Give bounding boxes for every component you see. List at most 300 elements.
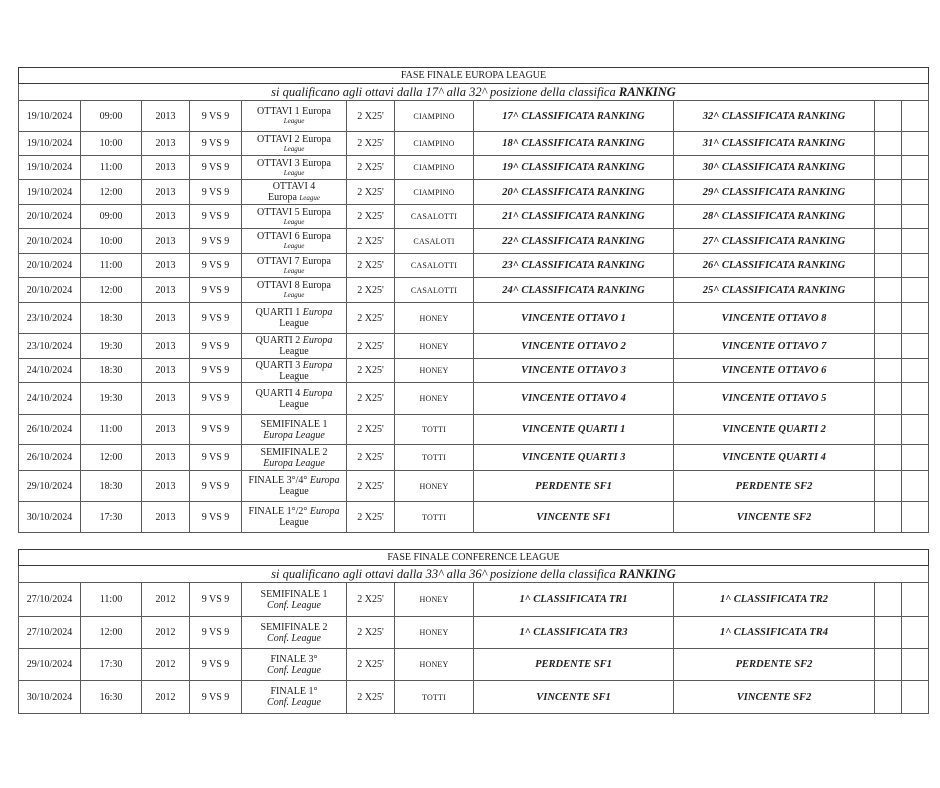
match-duration: 2 X25'	[347, 681, 395, 714]
match-duration: 2 X25'	[347, 502, 395, 533]
away-team: 30^ CLASSIFICATA RANKING	[674, 156, 875, 180]
birth-year: 2013	[142, 303, 190, 334]
match-duration: 2 X25'	[347, 471, 395, 502]
match-date: 23/10/2024	[19, 334, 81, 359]
score-home-cell	[875, 415, 902, 445]
away-team: 25^ CLASSIFICATA RANKING	[674, 278, 875, 303]
match-venue: CASALOTTI	[395, 278, 474, 303]
match-date: 26/10/2024	[19, 445, 81, 471]
home-team: 18^ CLASSIFICATA RANKING	[474, 132, 674, 156]
phase-main: SEMIFINALE 1	[260, 588, 328, 600]
birth-year: 2013	[142, 254, 190, 278]
away-team: 26^ CLASSIFICATA RANKING	[674, 254, 875, 278]
phase-main: FINALE 3°/4°	[248, 475, 310, 486]
match-row	[19, 359, 929, 383]
match-duration: 2 X25'	[347, 445, 395, 471]
score-away-cell	[902, 415, 929, 445]
match-date: 30/10/2024	[19, 681, 81, 714]
match-duration: 2 X25'	[347, 334, 395, 359]
away-team: VINCENTE SF2	[674, 681, 875, 714]
table-subtitle-row	[19, 566, 929, 583]
subtitle-text: si qualificano agli ottavi dalla 17^ alla 32^ posizione della classifica	[271, 84, 619, 99]
match-time: 09:00	[81, 205, 142, 229]
score-away-cell	[902, 180, 929, 205]
phase-main: QUARTI 2	[255, 335, 303, 346]
score-home-cell	[875, 617, 902, 649]
phase-league: League	[279, 370, 309, 382]
europa-league-schedule-table	[18, 67, 929, 533]
phase-league: League	[279, 517, 309, 528]
birth-year: 2013	[142, 502, 190, 533]
home-team: 21^ CLASSIFICATA RANKING	[474, 205, 674, 229]
home-team: 1^ CLASSIFICATA TR3	[474, 617, 674, 649]
match-duration: 2 X25'	[347, 132, 395, 156]
match-format: 9 VS 9	[190, 681, 242, 714]
match-date: 29/10/2024	[19, 471, 81, 502]
match-row	[19, 205, 929, 229]
europa-title: FASE FINALE EUROPA LEAGUE	[19, 68, 929, 84]
match-venue: HONEY	[395, 649, 474, 681]
match-row	[19, 471, 929, 502]
match-phase	[242, 334, 347, 359]
away-team: 28^ CLASSIFICATA RANKING	[674, 205, 875, 229]
match-row	[19, 132, 929, 156]
phase-league: League	[279, 318, 309, 329]
match-duration: 2 X25'	[347, 205, 395, 229]
match-row	[19, 415, 929, 445]
away-team: VINCENTE OTTAVO 7	[674, 334, 875, 359]
birth-year: 2012	[142, 583, 190, 617]
phase-competition: Europa	[302, 387, 333, 399]
score-away-cell	[902, 254, 929, 278]
birth-year: 2013	[142, 156, 190, 180]
phase-competition: Europa	[309, 475, 340, 486]
match-phase	[242, 445, 347, 471]
match-time: 11:00	[81, 415, 142, 445]
match-duration: 2 X25'	[347, 303, 395, 334]
match-date: 20/10/2024	[19, 278, 81, 303]
phase-main: SEMIFINALE 2	[260, 621, 328, 633]
match-date: 19/10/2024	[19, 156, 81, 180]
home-team: VINCENTE OTTAVO 4	[474, 383, 674, 415]
score-home-cell	[875, 229, 902, 254]
match-time: 16:30	[81, 681, 142, 714]
match-row	[19, 229, 929, 254]
birth-year: 2013	[142, 180, 190, 205]
home-team: VINCENTE OTTAVO 2	[474, 334, 674, 359]
match-duration: 2 X25'	[347, 649, 395, 681]
match-venue: HONEY	[395, 383, 474, 415]
match-venue: HONEY	[395, 303, 474, 334]
score-away-cell	[902, 617, 929, 649]
match-format: 9 VS 9	[190, 334, 242, 359]
phase-league: Europa League	[263, 457, 325, 469]
match-time: 12:00	[81, 445, 142, 471]
match-phase	[242, 415, 347, 445]
match-duration: 2 X25'	[347, 101, 395, 132]
match-phase	[242, 471, 347, 502]
match-date: 23/10/2024	[19, 303, 81, 334]
match-venue: CIAMPINO	[395, 132, 474, 156]
match-date: 20/10/2024	[19, 229, 81, 254]
match-format: 9 VS 9	[190, 415, 242, 445]
match-duration: 2 X25'	[347, 254, 395, 278]
europa-subtitle	[19, 84, 929, 101]
home-team: VINCENTE OTTAVO 3	[474, 359, 674, 383]
match-phase	[242, 205, 347, 229]
match-venue: CASALOTTI	[395, 205, 474, 229]
match-row	[19, 334, 929, 359]
phase-competition: Europa	[268, 191, 300, 203]
match-phase	[242, 303, 347, 334]
phase-main: OTTAVI 3 Europa	[257, 157, 331, 169]
match-venue: HONEY	[395, 583, 474, 617]
phase-league: League	[283, 144, 305, 153]
home-team: 1^ CLASSIFICATA TR1	[474, 583, 674, 617]
score-away-cell	[902, 205, 929, 229]
match-venue: CASALOTTI	[395, 254, 474, 278]
home-team: VINCENTE OTTAVO 1	[474, 303, 674, 334]
match-format: 9 VS 9	[190, 132, 242, 156]
match-format: 9 VS 9	[190, 471, 242, 502]
match-phase	[242, 617, 347, 649]
phase-league: League	[279, 398, 309, 410]
phase-main: OTTAVI 1 Europa	[257, 106, 331, 117]
score-home-cell	[875, 156, 902, 180]
match-date: 27/10/2024	[19, 583, 81, 617]
phase-main: OTTAVI 7 Europa	[257, 255, 331, 267]
home-team: VINCENTE QUARTI 1	[474, 415, 674, 445]
phase-main: FINALE 1°	[270, 686, 318, 697]
birth-year: 2013	[142, 278, 190, 303]
score-away-cell	[902, 649, 929, 681]
match-format: 9 VS 9	[190, 101, 242, 132]
match-row	[19, 502, 929, 533]
score-home-cell	[875, 254, 902, 278]
table-title-row	[19, 68, 929, 84]
birth-year: 2012	[142, 649, 190, 681]
match-format: 9 VS 9	[190, 583, 242, 617]
score-away-cell	[902, 471, 929, 502]
away-team: 32^ CLASSIFICATA RANKING	[674, 101, 875, 132]
phase-league: League	[283, 217, 305, 226]
match-row	[19, 180, 929, 205]
phase-main: QUARTI 1	[255, 307, 303, 318]
away-team: 1^ CLASSIFICATA TR4	[674, 617, 875, 649]
match-venue: TOTTI	[395, 445, 474, 471]
match-venue: TOTTI	[395, 415, 474, 445]
match-format: 9 VS 9	[190, 502, 242, 533]
phase-league: League	[279, 486, 309, 497]
phase-league: Conf. League	[267, 599, 321, 611]
score-home-cell	[875, 583, 902, 617]
match-time: 18:30	[81, 359, 142, 383]
score-away-cell	[902, 303, 929, 334]
match-phase	[242, 502, 347, 533]
match-date: 24/10/2024	[19, 359, 81, 383]
match-time: 09:00	[81, 101, 142, 132]
match-date: 19/10/2024	[19, 132, 81, 156]
phase-competition: Europa	[309, 506, 340, 517]
score-home-cell	[875, 334, 902, 359]
away-team: VINCENTE OTTAVO 8	[674, 303, 875, 334]
subtitle-ranking: RANKING	[618, 84, 676, 99]
away-team: PERDENTE SF2	[674, 649, 875, 681]
match-format: 9 VS 9	[190, 649, 242, 681]
match-row	[19, 617, 929, 649]
phase-competition: Europa	[302, 359, 333, 371]
away-team: VINCENTE SF2	[674, 502, 875, 533]
match-time: 12:00	[81, 617, 142, 649]
match-date: 29/10/2024	[19, 649, 81, 681]
match-format: 9 VS 9	[190, 205, 242, 229]
match-phase	[242, 156, 347, 180]
match-date: 27/10/2024	[19, 617, 81, 649]
match-row	[19, 156, 929, 180]
match-time: 12:00	[81, 278, 142, 303]
birth-year: 2013	[142, 132, 190, 156]
birth-year: 2013	[142, 334, 190, 359]
score-away-cell	[902, 359, 929, 383]
match-date: 19/10/2024	[19, 101, 81, 132]
match-venue: CIAMPINO	[395, 101, 474, 132]
home-team: PERDENTE SF1	[474, 649, 674, 681]
match-venue: TOTTI	[395, 502, 474, 533]
match-time: 11:00	[81, 156, 142, 180]
birth-year: 2012	[142, 617, 190, 649]
match-time: 19:30	[81, 383, 142, 415]
match-venue: HONEY	[395, 359, 474, 383]
score-away-cell	[902, 383, 929, 415]
phase-main: QUARTI 4	[255, 387, 303, 399]
subtitle-text: si qualificano agli ottavi dalla 33^ alla 36^ posizione della classifica	[271, 566, 619, 581]
match-format: 9 VS 9	[190, 254, 242, 278]
table-subtitle-row	[19, 84, 929, 101]
phase-league: League	[283, 117, 305, 125]
away-team: 1^ CLASSIFICATA TR2	[674, 583, 875, 617]
phase-league: League	[283, 168, 305, 177]
phase-main: OTTAVI 2 Europa	[257, 133, 331, 145]
match-venue: TOTTI	[395, 681, 474, 714]
away-team: PERDENTE SF2	[674, 471, 875, 502]
phase-league-small: League	[299, 193, 320, 202]
conference-subtitle	[19, 566, 929, 583]
away-team: VINCENTE OTTAVO 6	[674, 359, 875, 383]
match-format: 9 VS 9	[190, 303, 242, 334]
match-row	[19, 445, 929, 471]
match-duration: 2 X25'	[347, 415, 395, 445]
phase-league: League	[283, 242, 305, 250]
away-team: VINCENTE OTTAVO 5	[674, 383, 875, 415]
birth-year: 2012	[142, 681, 190, 714]
score-away-cell	[902, 156, 929, 180]
subtitle-ranking: RANKING	[618, 566, 676, 581]
birth-year: 2013	[142, 101, 190, 132]
phase-league	[242, 192, 346, 204]
score-away-cell	[902, 681, 929, 714]
away-team: VINCENTE QUARTI 2	[674, 415, 875, 445]
birth-year: 2013	[142, 445, 190, 471]
match-format: 9 VS 9	[190, 359, 242, 383]
score-away-cell	[902, 229, 929, 254]
home-team: 23^ CLASSIFICATA RANKING	[474, 254, 674, 278]
match-format: 9 VS 9	[190, 180, 242, 205]
table-title-row	[19, 550, 929, 566]
match-phase	[242, 101, 347, 132]
match-phase	[242, 254, 347, 278]
home-team: VINCENTE SF1	[474, 502, 674, 533]
match-phase	[242, 132, 347, 156]
home-team: 22^ CLASSIFICATA RANKING	[474, 229, 674, 254]
score-home-cell	[875, 502, 902, 533]
match-time: 19:30	[81, 334, 142, 359]
phase-main: OTTAVI 5 Europa	[257, 206, 331, 218]
birth-year: 2013	[142, 229, 190, 254]
match-row	[19, 101, 929, 132]
match-venue: HONEY	[395, 334, 474, 359]
home-team: VINCENTE QUARTI 3	[474, 445, 674, 471]
birth-year: 2013	[142, 471, 190, 502]
birth-year: 2013	[142, 359, 190, 383]
phase-main: OTTAVI 8 Europa	[257, 280, 331, 291]
match-time: 17:30	[81, 502, 142, 533]
match-time: 17:30	[81, 649, 142, 681]
home-team: VINCENTE SF1	[474, 681, 674, 714]
away-team: 29^ CLASSIFICATA RANKING	[674, 180, 875, 205]
phase-league: Conf. League	[267, 697, 321, 708]
score-home-cell	[875, 383, 902, 415]
match-date: 26/10/2024	[19, 415, 81, 445]
match-duration: 2 X25'	[347, 583, 395, 617]
match-phase	[242, 278, 347, 303]
phase-main: OTTAVI 6 Europa	[257, 231, 331, 242]
match-phase	[242, 180, 347, 205]
phase-main: SEMIFINALE 2	[260, 446, 328, 458]
score-away-cell	[902, 278, 929, 303]
match-date: 30/10/2024	[19, 502, 81, 533]
phase-league: Europa League	[263, 429, 325, 441]
phase-league: League	[283, 291, 305, 299]
phase-competition: Europa	[302, 307, 333, 318]
match-time: 12:00	[81, 180, 142, 205]
match-phase	[242, 681, 347, 714]
score-home-cell	[875, 303, 902, 334]
home-team: 19^ CLASSIFICATA RANKING	[474, 156, 674, 180]
match-date: 20/10/2024	[19, 205, 81, 229]
score-home-cell	[875, 445, 902, 471]
match-phase	[242, 229, 347, 254]
match-venue: CIAMPINO	[395, 156, 474, 180]
score-away-cell	[902, 445, 929, 471]
conference-title: FASE FINALE CONFERENCE LEAGUE	[19, 550, 929, 566]
match-date: 24/10/2024	[19, 383, 81, 415]
match-time: 18:30	[81, 303, 142, 334]
score-home-cell	[875, 471, 902, 502]
match-duration: 2 X25'	[347, 180, 395, 205]
match-time: 18:30	[81, 471, 142, 502]
match-format: 9 VS 9	[190, 383, 242, 415]
match-phase	[242, 383, 347, 415]
birth-year: 2013	[142, 205, 190, 229]
match-venue: HONEY	[395, 471, 474, 502]
score-home-cell	[875, 278, 902, 303]
score-home-cell	[875, 649, 902, 681]
match-date: 20/10/2024	[19, 254, 81, 278]
match-format: 9 VS 9	[190, 617, 242, 649]
score-away-cell	[902, 502, 929, 533]
score-away-cell	[902, 583, 929, 617]
match-row	[19, 254, 929, 278]
match-format: 9 VS 9	[190, 445, 242, 471]
phase-main: QUARTI 3	[255, 359, 303, 371]
match-duration: 2 X25'	[347, 359, 395, 383]
match-duration: 2 X25'	[347, 383, 395, 415]
score-home-cell	[875, 681, 902, 714]
score-home-cell	[875, 180, 902, 205]
match-time: 11:00	[81, 254, 142, 278]
away-team: 31^ CLASSIFICATA RANKING	[674, 132, 875, 156]
home-team: 24^ CLASSIFICATA RANKING	[474, 278, 674, 303]
match-duration: 2 X25'	[347, 229, 395, 254]
away-team: 27^ CLASSIFICATA RANKING	[674, 229, 875, 254]
birth-year: 2013	[142, 383, 190, 415]
birth-year: 2013	[142, 415, 190, 445]
home-team: PERDENTE SF1	[474, 471, 674, 502]
match-format: 9 VS 9	[190, 229, 242, 254]
match-venue: CASALOTI	[395, 229, 474, 254]
match-row	[19, 303, 929, 334]
match-time: 10:00	[81, 132, 142, 156]
match-duration: 2 X25'	[347, 617, 395, 649]
phase-main: FINALE 3°	[270, 653, 318, 665]
phase-main: OTTAVI 4	[272, 180, 316, 192]
match-phase	[242, 649, 347, 681]
match-row	[19, 383, 929, 415]
score-home-cell	[875, 205, 902, 229]
phase-league: Conf. League	[267, 664, 321, 676]
match-venue: HONEY	[395, 617, 474, 649]
score-away-cell	[902, 334, 929, 359]
match-date: 19/10/2024	[19, 180, 81, 205]
phase-competition: Europa	[302, 335, 333, 346]
home-team: 20^ CLASSIFICATA RANKING	[474, 180, 674, 205]
match-time: 10:00	[81, 229, 142, 254]
home-team: 17^ CLASSIFICATA RANKING	[474, 101, 674, 132]
match-row	[19, 649, 929, 681]
match-format: 9 VS 9	[190, 156, 242, 180]
score-away-cell	[902, 132, 929, 156]
score-home-cell	[875, 101, 902, 132]
match-phase	[242, 583, 347, 617]
match-time: 11:00	[81, 583, 142, 617]
match-duration: 2 X25'	[347, 278, 395, 303]
score-away-cell	[902, 101, 929, 132]
match-venue: CIAMPINO	[395, 180, 474, 205]
phase-main: SEMIFINALE 1	[260, 418, 328, 430]
phase-league: League	[283, 266, 305, 275]
match-row	[19, 583, 929, 617]
phase-main: FINALE 1°/2°	[248, 506, 310, 517]
match-row	[19, 278, 929, 303]
score-home-cell	[875, 132, 902, 156]
match-format: 9 VS 9	[190, 278, 242, 303]
conference-league-schedule-table	[18, 549, 929, 714]
phase-league: Conf. League	[267, 632, 321, 644]
match-row	[19, 681, 929, 714]
away-team: VINCENTE QUARTI 4	[674, 445, 875, 471]
match-phase	[242, 359, 347, 383]
phase-league: League	[279, 346, 309, 357]
